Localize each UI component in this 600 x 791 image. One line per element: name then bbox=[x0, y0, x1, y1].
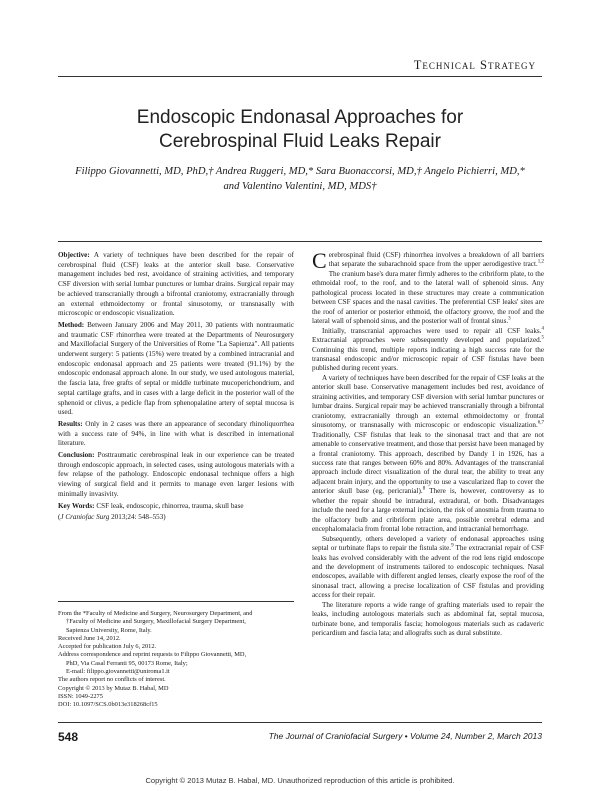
body-paragraph-1 bbox=[312, 248, 544, 327]
ref: 9 bbox=[451, 543, 454, 549]
objective-label: Objective: bbox=[58, 251, 90, 259]
affiliation-line: †Faculty of Medicine and Surgery, Maxillofacial Surgery Department, bbox=[66, 618, 246, 626]
body-paragraph-4 bbox=[312, 535, 544, 601]
abstract-keywords bbox=[58, 502, 294, 512]
objective-text: A variety of techniques have been described for the repair of cerebrospinal fluid (CSF) leaks at the anterior skull base. Conservative management includes bed rest, avoidance of straining activities, and temporary CSF diversion with serial lumbar punctures or lumbar drains. Surgical repair may be achieved transcranially through a bifrontal craniotomy, extracranially through an external ethmoidectomy or frontal sinusotomy, or transnasally with microscopic or endoscopic visualization. bbox=[58, 251, 294, 318]
results-label: Results: bbox=[58, 419, 83, 428]
abstract-top-rule bbox=[58, 241, 542, 242]
ref: 3 bbox=[508, 316, 511, 322]
title-line-1: Endoscopic Endonasal Approaches for bbox=[136, 107, 464, 128]
p4-text-rest: The extracranial repair of CSF leaks has evolved considerably with the advent of the rod lens rigid endoscope and the development of instruments tailored to endoscopic techniques. Nasal endoscopes, available with different angled lenses, clearly expose the roof of the sinonasal tract, allowing a precise localization of CSF fistulas and providing access for their repair. bbox=[312, 544, 544, 600]
correspondence: Address correspondence and reprint requests to Filippo Giovannetti, MD, bbox=[58, 651, 247, 659]
results-text: Only in 2 cases was there an appearance of secondary rhinoliquorrhea with a success rate of 94%, in line with what is described in international literature. bbox=[58, 419, 294, 448]
accepted-date: Accepted for publication July 6, 2012. bbox=[58, 643, 157, 651]
doi[interactable]: DOI: 10.1097/SCS.0b013e318268cf15 bbox=[58, 701, 158, 709]
page-number: 548 bbox=[58, 730, 79, 744]
authors-line-2: and Valentino Valentini, MD, MDS† bbox=[223, 181, 377, 192]
p4-text: Subsequently, others developed a variety of endonasal approaches using septal or turbinate flaps to repair the fistula site. bbox=[312, 534, 544, 553]
citation-rest: 2013;24: 548–553) bbox=[109, 513, 166, 522]
keywords-label: Key Words: bbox=[58, 501, 95, 510]
p5-text: The literature reports a wide range of grafting materials used to repair the leaks, including autologous materials such as abdominal fat, septal mucosa, turbinate bone, and temporalis fascia; homologous materials such as cadaveric pericardium and fascia lata; and allografts such as dural substitute. bbox=[312, 600, 544, 638]
abstract-method bbox=[58, 321, 294, 418]
p2-text-rest: Extracranial approaches were subsequently developed and popularized. bbox=[312, 336, 542, 345]
body-paragraph-2 bbox=[312, 327, 544, 374]
drop-cap: C bbox=[312, 248, 327, 273]
method-label: Method: bbox=[58, 320, 85, 329]
affiliation-line: From the *Faculty of Medicine and Surgery, Neurosurgery Department, and bbox=[58, 610, 253, 617]
ref: 4 bbox=[541, 326, 544, 332]
p1-text: erebrospinal fluid (CSF) rhinorrhea involves a breakdown of all barriers that separate the subarachnoid space from the upper aerodigestive tract. bbox=[328, 251, 544, 269]
p3-text: A variety of techniques have been described for the repair of CSF leaks at the anterior skull base. Conservative management includes bed rest, avoidance of straining activities, and temporary CSF diversion with serial lumbar punctures or lumbar drains. Surgical repair may be achieved transcranially through a bifrontal craniotomy, extracranially through an external ethmoidectomy or frontal sinusotomy, or transnasally with microscopic or endoscopic visualization. bbox=[312, 373, 544, 430]
received-date: Received June 14, 2012. bbox=[58, 634, 121, 642]
conflicts-statement: The authors report no conflicts of interest. bbox=[58, 676, 166, 684]
copyright-note: Copyright © 2013 by Mutaz B. Habal, MD bbox=[58, 684, 169, 692]
affiliations bbox=[58, 610, 294, 710]
citation-open: ( bbox=[58, 513, 61, 522]
p3-text-rest2: There is, however, controversy as to whether the repair should be intradural, extradural, or both. Disadvantages include the need for a large external incision, the risk of anosmia from trauma to the olfactory bulb and cribriform plate area, possible cerebral edema and encephalomalacia from frontal lobe retraction, and intracranial hemorrhage. bbox=[312, 487, 545, 534]
conclusion-text: Posttraumatic cerebrospinal leak in our experience can be treated through endoscopic approach, in selected cases, using autologous materials with a few relapse of the pathology. Endoscopic endonasal technique offers a high viewing of surgical field and it permits to manage even larger lesions with minimally invasivity. bbox=[58, 451, 294, 498]
section-label: Technical Strategy bbox=[413, 58, 536, 72]
authors-line-1: Filippo Giovannetti, MD, PhD,† Andrea Ruggeri, MD,* Sara Buonaccorsi, MD,† Angelo Pichierri, MD,* bbox=[75, 166, 525, 177]
ref: 6,7 bbox=[537, 420, 544, 426]
abstract-objective bbox=[58, 251, 294, 319]
citation bbox=[58, 513, 294, 523]
affiliation-rule bbox=[58, 601, 294, 602]
copyright-notice: Copyright © 2013 Mutaz B. Habal, MD. Unauthorized reproduction of this article is prohibited. bbox=[145, 776, 455, 785]
header-rule bbox=[58, 76, 542, 77]
abstract bbox=[58, 251, 294, 525]
correspondence-email[interactable]: E-mail: filippo.giovannetti@uniroma1.it bbox=[66, 668, 170, 676]
keywords-text: CSF leak, endoscopic, rhinorrea, trauma, skull base bbox=[96, 501, 244, 510]
body-column bbox=[312, 248, 545, 639]
ref: 1,2 bbox=[537, 260, 544, 266]
footer-rule bbox=[58, 722, 542, 723]
body-paragraph-5 bbox=[312, 601, 544, 639]
p3-text-rest: Traditionally, CSF fistulas that leak to the sinonasal tract and that are not amenable to conservative treatment, and those that persist have been managed by a frontal craniotomy. This approach, described by Dandy 1 in 1926, has a success rate that ranges between 60% and 80%. Advantages of the transcranial approach include direct visualization of the dural tear, the ability to treat any adjacent brain injury, and the opportunity to use a vascularized flap to cover the anterior skull base (eg, pericranial). bbox=[312, 430, 544, 496]
p1-text-rest: The cranium base's dura mater firmly adheres to the cribriform plate, to the ethmoidal roof, to the roof, and to the lateral wall of sphenoid sinus. Any pathological process located in these structures may create a communication between CSF spaces and the nasal cavities. The preferential CSF leaks' sites are the roof of anterior or posterior ethmoid, the olfactory groove, the roof and the lateral wall of sphenoid sinus, and the posterior wall of frontal sinus. bbox=[312, 269, 544, 326]
conclusion-label: Conclusion: bbox=[58, 451, 95, 460]
journal-info: The Journal of Craniofacial Surgery • Volume 24, Number 2, March 2013 bbox=[268, 731, 542, 741]
article-title bbox=[58, 106, 542, 154]
abstract-results bbox=[58, 420, 294, 449]
affiliation-line: Sapienza University, Rome, Italy. bbox=[66, 626, 152, 634]
body-paragraph-3 bbox=[312, 374, 544, 535]
abstract-conclusion bbox=[58, 451, 294, 500]
ref: 5 bbox=[541, 335, 544, 341]
ref: 8 bbox=[422, 486, 426, 492]
method-text: Between January 2006 and May 2011, 30 patients with nontraumatic and traumatic CSF rhinorrhea were treated at the Departments of Neurosurgery and Maxillofacial Surgery of the Universities of Rome "La Sapienza". All patients underwent surgery: 5 patients (15%) were treated by a combined intracranial and endoscopic endonasal approach and 25 patients were treated (91.1%) by the endoscopic endonasal approach alone. In our study, we used autologous material, the fascia lata, free grafts of septal or middle turbinate mucoperichondrium, and septal cartilage grafts, and in cases with a large deficit in the posterior wall of the sphenoid or clivus, a pedicle flap from sphenopalatine artery of septal mucosa is used. bbox=[58, 320, 294, 417]
citation-journal: J Craniofac Surg bbox=[60, 513, 110, 522]
p2-text-rest2: Continuing this trend, multiple reports indicating a high success rate for the transnasal endoscopic and/or microscopic repair of CSF fistulas have been published during recent years. bbox=[312, 345, 544, 373]
correspondence-address: PhD, Via Casal Ferranti 95, 00173 Rome, Italy; bbox=[66, 659, 188, 667]
author-list bbox=[58, 164, 542, 194]
title-line-2: Cerebrospinal Fluid Leaks Repair bbox=[159, 131, 441, 152]
issn: ISSN: 1049-2275 bbox=[58, 692, 103, 700]
p2-text: Initially, transcranial approaches were used to repair all CSF leaks. bbox=[322, 326, 542, 335]
